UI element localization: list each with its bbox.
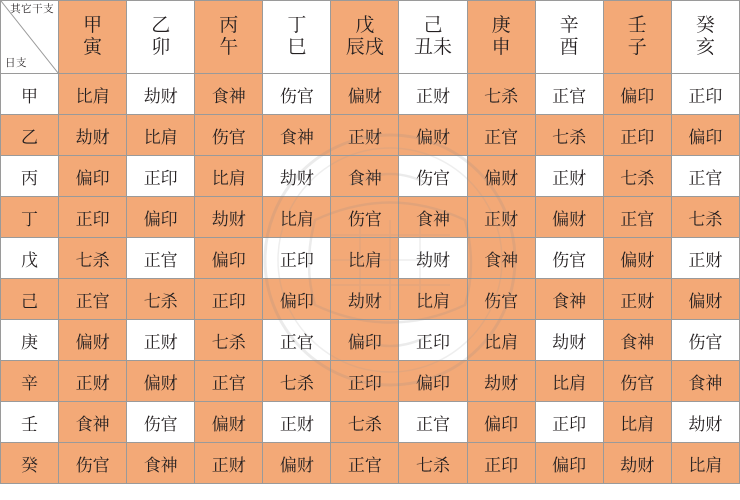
table-row (1, 279, 740, 320)
cell-r1-c5: 偏财 (331, 74, 399, 115)
cell-r3-c2: 正印 (127, 156, 195, 197)
table-row (1, 320, 740, 361)
cell-r1-c9: 偏印 (603, 74, 671, 115)
column-branch: 亥 (695, 36, 715, 58)
cell-r8-c2: 偏财 (127, 361, 195, 402)
cell-r5-c2: 正官 (127, 238, 195, 279)
cell-r7-c3: 七杀 (195, 320, 263, 361)
column-header-6 (399, 1, 467, 74)
table-row (1, 115, 740, 156)
cell-r2-c8: 七杀 (535, 115, 603, 156)
column-header-2 (127, 1, 195, 74)
column-header-7 (467, 1, 535, 74)
column-branch: 卯 (151, 36, 171, 58)
table-row (1, 238, 740, 279)
cell-r8-c5: 正印 (331, 361, 399, 402)
cell-r5-c9: 偏财 (603, 238, 671, 279)
cell-r4-c10: 七杀 (671, 197, 739, 238)
cell-r4-c5: 伤官 (331, 197, 399, 238)
cell-r9-c10: 劫财 (671, 402, 739, 443)
cell-r8-c4: 七杀 (263, 361, 331, 402)
cell-r5-c1: 七杀 (59, 238, 127, 279)
cell-r6-c6: 比肩 (399, 279, 467, 320)
cell-r6-c2: 七杀 (127, 279, 195, 320)
cell-r10-c5: 正官 (331, 443, 399, 484)
cell-r4-c3: 劫财 (195, 197, 263, 238)
column-branch: 午 (219, 36, 239, 58)
table-row (1, 443, 740, 484)
cell-r5-c8: 伤官 (535, 238, 603, 279)
cell-r7-c4: 正官 (263, 320, 331, 361)
cell-r10-c10: 比肩 (671, 443, 739, 484)
cell-r3-c1: 偏印 (59, 156, 127, 197)
cell-r4-c9: 正官 (603, 197, 671, 238)
row-header-1: 甲 (1, 74, 59, 115)
cell-r7-c2: 正财 (127, 320, 195, 361)
column-stem: 辛 (559, 14, 579, 37)
cell-r8-c7: 劫财 (467, 361, 535, 402)
column-stem: 戊 (355, 14, 375, 37)
cell-r2-c3: 伤官 (195, 115, 263, 156)
cell-r10-c9: 劫财 (603, 443, 671, 484)
table-row (1, 361, 740, 402)
column-header-9 (603, 1, 671, 74)
cell-r2-c4: 食神 (263, 115, 331, 156)
cell-r4-c4: 比肩 (263, 197, 331, 238)
cell-r8-c3: 正官 (195, 361, 263, 402)
cell-r3-c3: 比肩 (195, 156, 263, 197)
cell-r9-c2: 伤官 (127, 402, 195, 443)
cell-r9-c7: 偏印 (467, 402, 535, 443)
cell-r1-c7: 七杀 (467, 74, 535, 115)
table-row (1, 402, 740, 443)
cell-r10-c3: 正财 (195, 443, 263, 484)
cell-r6-c4: 偏印 (263, 279, 331, 320)
corner-label-branches: 日支 (5, 56, 27, 69)
column-stem: 壬 (627, 14, 647, 37)
cell-r6-c8: 食神 (535, 279, 603, 320)
cell-r5-c4: 正印 (263, 238, 331, 279)
cell-r8-c6: 偏印 (399, 361, 467, 402)
cell-r9-c8: 正印 (535, 402, 603, 443)
cell-r2-c2: 比肩 (127, 115, 195, 156)
cell-r1-c1: 比肩 (59, 74, 127, 115)
column-stem: 丁 (287, 14, 307, 37)
cell-r9-c4: 正财 (263, 402, 331, 443)
cell-r6-c10: 偏财 (671, 279, 739, 320)
cell-r4-c1: 正印 (59, 197, 127, 238)
column-stem: 己 (423, 14, 443, 37)
cell-r5-c5: 比肩 (331, 238, 399, 279)
column-branch: 巳 (287, 36, 307, 58)
cell-r8-c1: 正财 (59, 361, 127, 402)
cell-r3-c6: 伤官 (399, 156, 467, 197)
cell-r9-c3: 偏财 (195, 402, 263, 443)
cell-r5-c6: 劫财 (399, 238, 467, 279)
cell-r6-c1: 正官 (59, 279, 127, 320)
cell-r10-c6: 七杀 (399, 443, 467, 484)
cell-r7-c10: 伤官 (671, 320, 739, 361)
corner-header-cell (1, 1, 59, 74)
row-header-6: 己 (1, 279, 59, 320)
cell-r2-c6: 偏财 (399, 115, 467, 156)
cell-r5-c10: 正财 (671, 238, 739, 279)
cell-r5-c7: 食神 (467, 238, 535, 279)
column-header-10 (671, 1, 739, 74)
cell-r2-c1: 劫财 (59, 115, 127, 156)
row-header-10: 癸 (1, 443, 59, 484)
cell-r1-c3: 食神 (195, 74, 263, 115)
row-header-9: 壬 (1, 402, 59, 443)
cell-r4-c8: 偏财 (535, 197, 603, 238)
table-header-row (1, 1, 740, 74)
column-stem: 乙 (151, 14, 171, 37)
table-row (1, 197, 740, 238)
cell-r5-c3: 偏印 (195, 238, 263, 279)
cell-r4-c7: 正财 (467, 197, 535, 238)
row-header-3: 丙 (1, 156, 59, 197)
cell-r2-c7: 正官 (467, 115, 535, 156)
column-branch: 酉 (559, 36, 579, 58)
cell-r10-c7: 正印 (467, 443, 535, 484)
column-stem: 甲 (83, 14, 103, 37)
cell-r9-c5: 七杀 (331, 402, 399, 443)
cell-r2-c10: 偏印 (671, 115, 739, 156)
cell-r2-c9: 正印 (603, 115, 671, 156)
column-branch: 寅 (83, 36, 103, 58)
cell-r1-c10: 正印 (671, 74, 739, 115)
cell-r9-c9: 比肩 (603, 402, 671, 443)
cell-r3-c4: 劫财 (263, 156, 331, 197)
corner-label-stems: 其它干支 (10, 3, 55, 15)
column-stem: 庚 (491, 14, 511, 37)
cell-r7-c1: 偏财 (59, 320, 127, 361)
table-row (1, 156, 740, 197)
cell-r7-c7: 比肩 (467, 320, 535, 361)
cell-r6-c3: 正印 (195, 279, 263, 320)
column-header-8 (535, 1, 603, 74)
cell-r1-c8: 正官 (535, 74, 603, 115)
column-header-4 (263, 1, 331, 74)
cell-r7-c9: 食神 (603, 320, 671, 361)
cell-r10-c4: 偏财 (263, 443, 331, 484)
cell-r9-c1: 食神 (59, 402, 127, 443)
cell-r6-c9: 正财 (603, 279, 671, 320)
cell-r3-c10: 正官 (671, 156, 739, 197)
cell-r1-c2: 劫财 (127, 74, 195, 115)
cell-r3-c7: 偏财 (467, 156, 535, 197)
cell-r7-c5: 偏印 (331, 320, 399, 361)
column-branch: 丑未 (414, 36, 453, 58)
row-header-2: 乙 (1, 115, 59, 156)
column-stem: 癸 (695, 14, 715, 37)
cell-r8-c9: 伤官 (603, 361, 671, 402)
cell-r3-c5: 食神 (331, 156, 399, 197)
column-branch: 辰戌 (345, 36, 384, 58)
cell-r6-c5: 劫财 (331, 279, 399, 320)
cell-r3-c8: 正财 (535, 156, 603, 197)
column-branch: 申 (491, 36, 511, 58)
row-header-8: 辛 (1, 361, 59, 402)
row-header-7: 庚 (1, 320, 59, 361)
cell-r2-c5: 正财 (331, 115, 399, 156)
column-stem: 丙 (219, 14, 239, 37)
column-branch: 子 (627, 36, 647, 58)
cell-r10-c2: 食神 (127, 443, 195, 484)
cell-r8-c8: 比肩 (535, 361, 603, 402)
column-header-3 (195, 1, 263, 74)
cell-r4-c6: 食神 (399, 197, 467, 238)
cell-r10-c1: 伤官 (59, 443, 127, 484)
cell-r9-c6: 正官 (399, 402, 467, 443)
row-header-5: 戊 (1, 238, 59, 279)
table-row (1, 74, 740, 115)
column-header-1 (59, 1, 127, 74)
cell-r7-c6: 正印 (399, 320, 467, 361)
cell-r3-c9: 七杀 (603, 156, 671, 197)
cell-r1-c4: 伤官 (263, 74, 331, 115)
cell-r1-c6: 正财 (399, 74, 467, 115)
cell-r4-c2: 偏印 (127, 197, 195, 238)
column-header-5 (331, 1, 399, 74)
cell-r7-c8: 劫财 (535, 320, 603, 361)
cell-r8-c10: 食神 (671, 361, 739, 402)
cell-r6-c7: 伤官 (467, 279, 535, 320)
row-header-4: 丁 (1, 197, 59, 238)
cell-r10-c8: 偏印 (535, 443, 603, 484)
